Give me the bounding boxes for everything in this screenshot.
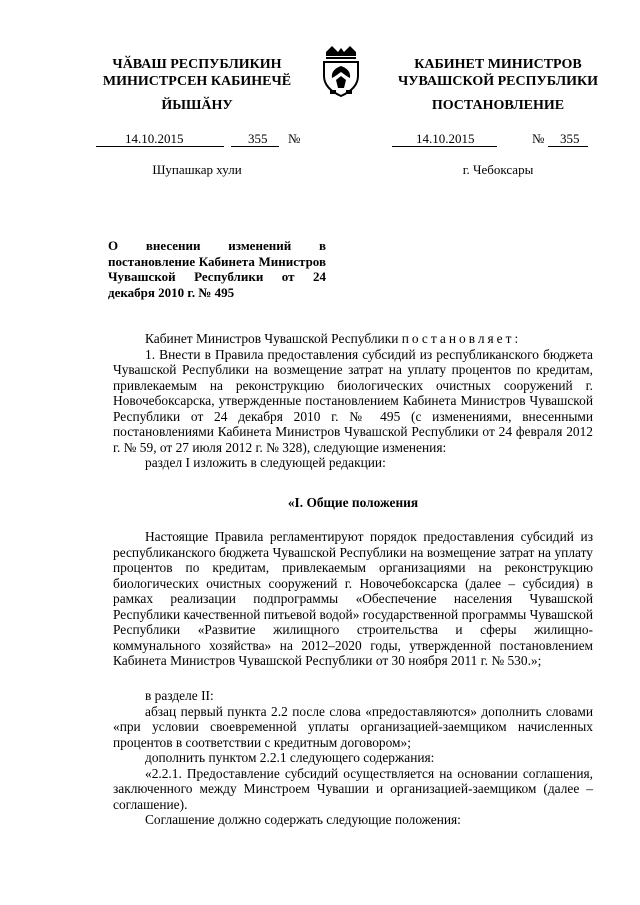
left-number-sign: № <box>288 131 301 146</box>
document-title: О внесении изменений в постановление Кабинета Министров Чувашской Республики от 24 декабря 2010 г. № 495 <box>108 238 326 300</box>
header-right-line2: ЧУВАШСКОЙ РЕСПУБЛИКИ <box>397 74 599 89</box>
paragraph-6: дополнить пунктом 2.2.1 следующего содержания: <box>145 750 435 765</box>
header-left-line2: МИНИСТРСЕН КАБИНЕЧӖ <box>102 74 292 89</box>
left-date: 14.10.2015 <box>125 131 184 146</box>
header-right-org <box>382 56 614 90</box>
paragraph-4: в разделе II: <box>145 688 214 703</box>
paragraph-3: Настоящие Правила регламентируют порядок предоставления субсидий из республиканского бюджета Чувашской Республики на возмещение затрат на уплату процентов по кредитам, привлекаемым организациями на реконструкцию биологических очистных сооружений г. Новочебоксарска (далее – субсидия) в рамках реализации подпрограммы «Обеспечение населения Чувашской Республики качественной питьевой водой» государственной программы Чувашской Республики «Развитие жилищного строительства и сферы жилищно-коммунального хозяйства» на 2012–2020 годы, утвержденной постановлением Кабинета Министров Чувашской Республики от 30 ноября 2011 г. № 530.»; <box>113 529 593 668</box>
intro-prefix: Кабинет Министров Чувашской Республики <box>145 331 399 346</box>
left-place: Шупашкар хули <box>152 162 242 177</box>
header-left-line1: ЧӐВАШ РЕСПУБЛИКИН <box>112 57 282 72</box>
body-changes-section <box>113 688 593 828</box>
paragraph-8: Соглашение должно содержать следующие положения: <box>145 812 461 827</box>
header-left-org <box>92 56 302 90</box>
right-number: 355 <box>560 131 580 146</box>
right-date: 14.10.2015 <box>416 131 475 146</box>
body-intro-section <box>113 331 593 471</box>
paragraph-5: абзац первый пункта 2.2 после слова «предоставляются» дополнить словами «при условии своевременной уплаты организацией-заемщиком начисленных процентов в соответствии с кредитным договором»; <box>113 703 593 750</box>
body-section-text <box>113 529 593 669</box>
intro-paragraph <box>113 331 593 347</box>
left-number: 355 <box>248 131 268 146</box>
section-heading: «I. Общие положения <box>287 495 419 510</box>
chuvash-emblem-icon <box>316 40 366 98</box>
paragraph-7: «2.2.1. Предоставление субсидий осуществляется на основании соглашения, заключенного между Минстроем Чувашии и организацией-заемщиком (далее – соглашение). <box>113 765 593 812</box>
intro-verb: постановляет: <box>401 331 522 346</box>
right-place: г. Чебоксары <box>462 162 534 177</box>
paragraph-2: раздел I изложить в следующей редакции: <box>145 455 386 470</box>
paragraph-1: 1. Внести в Правила предоставления субсидий из республиканского бюджета Чувашской Республики на возмещение затрат на уплату процентов по кредитам, привлекаемым на реконструкцию биологических очистных сооружений г. Новочебоксарска, утвержденные постановлением Кабинета Министров Чувашской Республики от 24 декабря 2010 г. № 495 (с изменениями, внесенными постановлениями Кабинета Министров Чувашской Республики от 24 февраля 2012 г. № 59, от 27 июля 2012 г. № 328), следующие изменения: <box>113 346 593 455</box>
header-right-line1: КАБИНЕТ МИНИСТРОВ <box>414 57 582 72</box>
right-number-sign: № <box>532 131 545 146</box>
header-right-doc-type: ПОСТАНОВЛЕНИЕ <box>431 98 565 113</box>
header-left-doc-type: ЙЫШӐНУ <box>161 98 233 113</box>
